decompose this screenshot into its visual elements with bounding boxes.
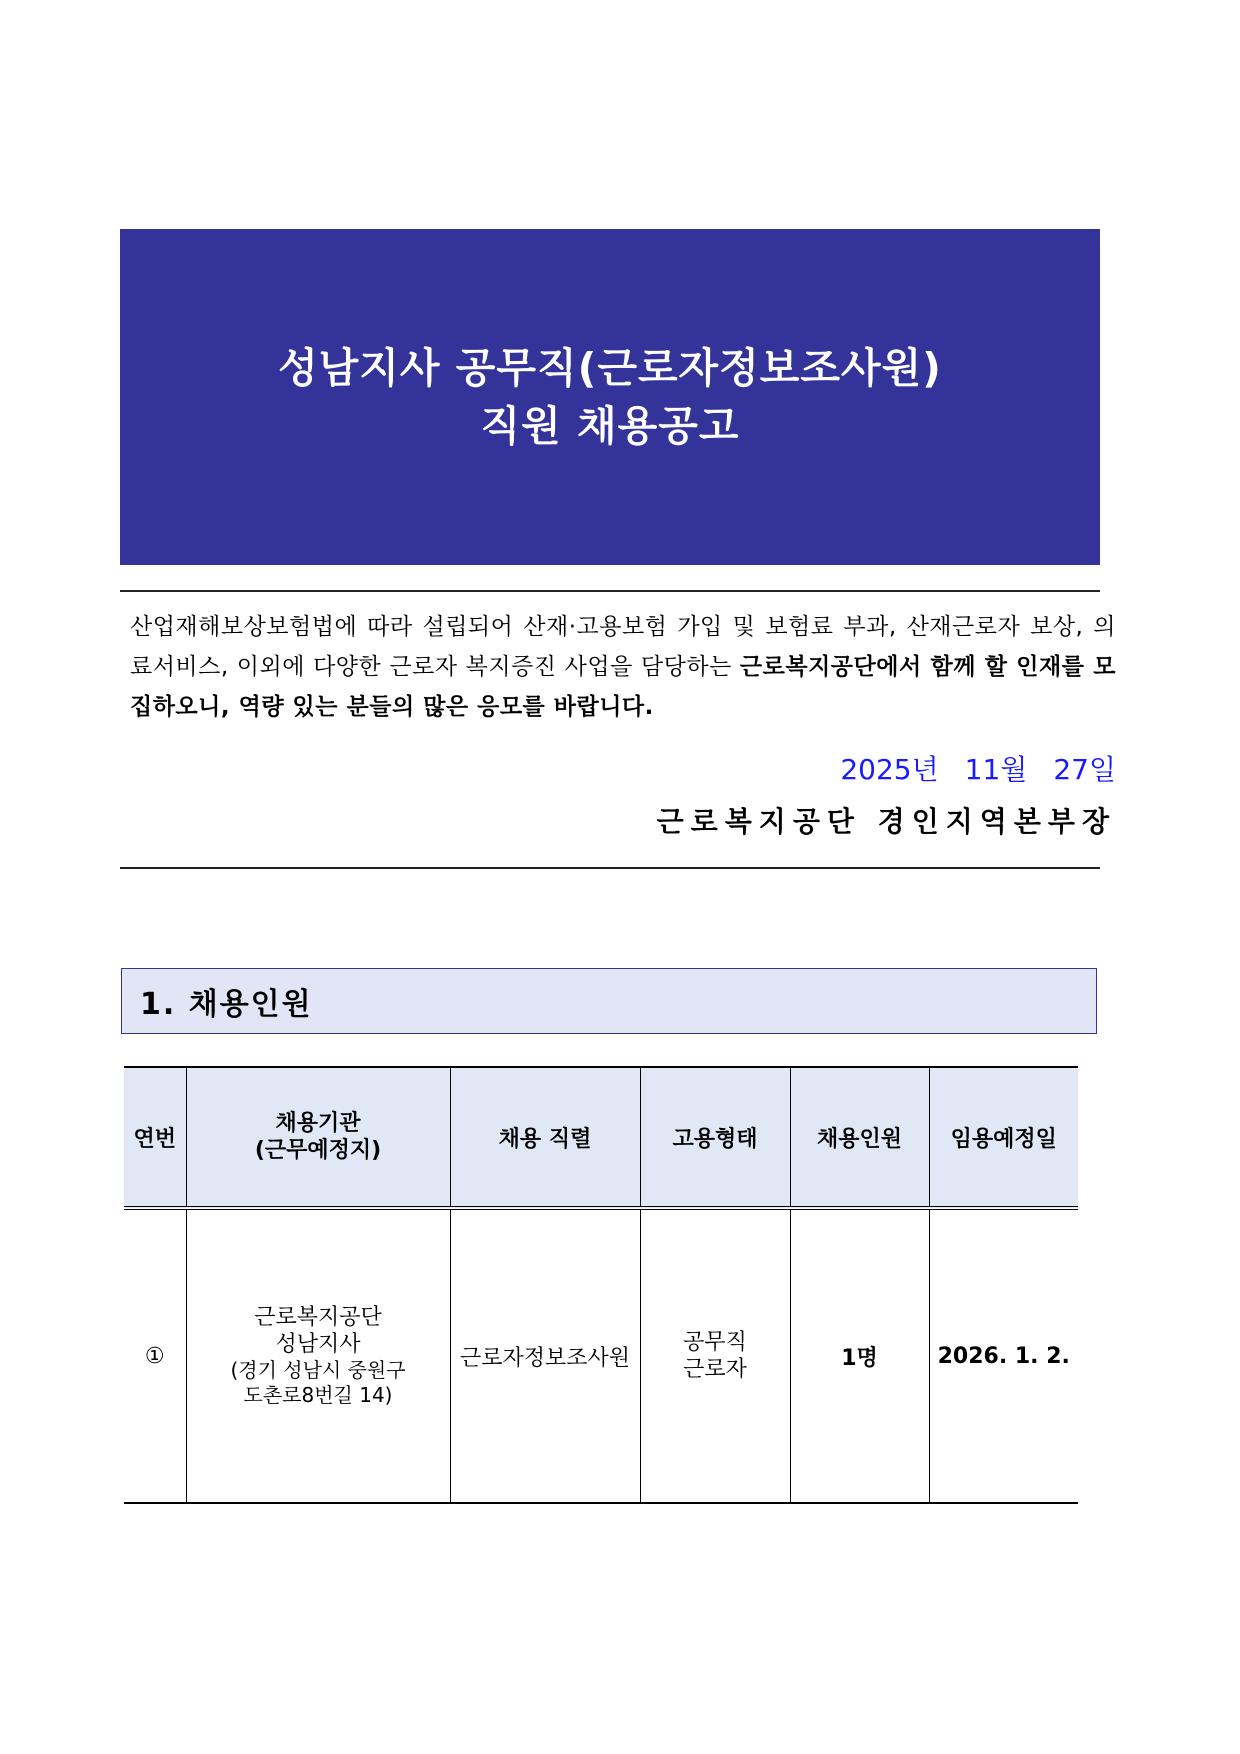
page-title-line1: 성남지사 공무직(근로자정보조사원) [278,344,942,392]
intro-paragraph [130,607,1116,727]
header-start-date: 임용예정일 [929,1067,1078,1208]
table-header-row [124,1067,1078,1208]
agency-name: 근로복지공단 [254,1305,382,1330]
header-agency-line2: (근무예정지) [254,1138,382,1163]
agency-branch: 성남지사 [275,1332,361,1357]
intro-bold-text: 근로복지공단에서 함께 할 인재를 모집하오니, 역량 있는 분들의 많은 응모를 바랍니다. [130,654,1116,720]
agency-address-line2: 도촌로8번길 14) [243,1383,393,1407]
title-banner [120,229,1100,565]
page-title-line2: 직원 채용공고 [480,402,740,450]
agency-address-line1: (경기 성남시 중원구 [230,1358,406,1382]
header-headcount: 채용인원 [790,1067,929,1208]
header-agency [186,1067,450,1208]
date-year: 2025년 [840,753,939,786]
date-month: 11월 [964,753,1028,786]
cell-start-date: 2026. 1. 2. [929,1208,1078,1503]
notice-date [840,748,1116,788]
recruitment-table [124,1066,1078,1504]
table-row [124,1208,1078,1503]
intro-text: 산업재해보상보험법에 따라 설립되어 산재·고용보험 가입 및 보험료 부과, 산재근로자 보상, 의료서비스, 이외에 다양한 근로자 복지증진 사업을 담당하는 [130,614,1116,680]
cell-no: ① [124,1208,186,1503]
cell-position: 근로자정보조사원 [450,1208,640,1503]
cell-agency [186,1208,450,1503]
cell-headcount: 1명 [790,1208,929,1503]
header-agency-line1: 채용기관 [275,1111,361,1136]
issuer-signature: 근로복지공단 경인지역본부장 [656,805,1116,838]
header-no: 연번 [124,1067,186,1208]
bottom-divider [120,867,1100,869]
header-employment-type: 고용형태 [640,1067,790,1208]
section-header-recruitment [121,968,1097,1034]
type-line1: 공무직 [683,1330,747,1355]
section-title: 1. 채용인원 [140,987,313,1022]
top-divider [120,590,1100,592]
type-line2: 근로자 [683,1357,747,1382]
date-day: 27일 [1053,753,1116,786]
header-position: 채용 직렬 [450,1067,640,1208]
cell-employment-type [640,1208,790,1503]
